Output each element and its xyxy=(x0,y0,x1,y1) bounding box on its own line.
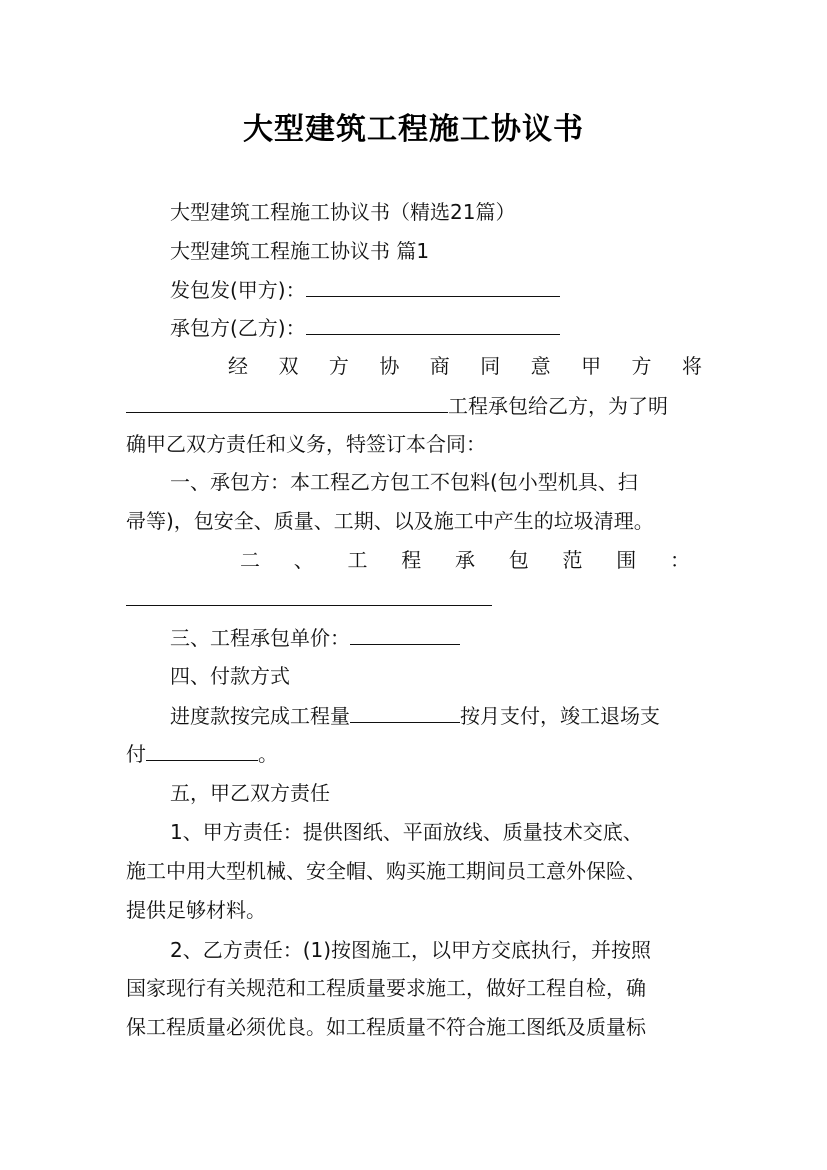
agreement-spaced-line xyxy=(228,352,702,380)
spaced-char: 意 xyxy=(530,354,551,378)
spaced-char: 方 xyxy=(328,354,349,378)
spaced-char: 经 xyxy=(228,354,248,378)
document-title: 大型建筑工程施工协议书 xyxy=(243,112,584,147)
section-heading: 五，甲乙双方责任 xyxy=(170,781,330,805)
spaced-char: ： xyxy=(670,548,690,572)
clause-1-line: 一、承包方：本工程乙方包工不包料(包小型机具、扫 xyxy=(170,470,638,494)
unit-price-line xyxy=(170,624,460,652)
spaced-char: 范 xyxy=(562,548,583,572)
spaced-char: 协 xyxy=(379,354,400,378)
spaced-char: 将 xyxy=(681,354,702,378)
spaced-char: 承 xyxy=(455,548,475,572)
party-b-line xyxy=(170,314,560,342)
payment-cont xyxy=(126,740,278,768)
party-a-line xyxy=(170,276,560,304)
paragraph-line: 提供足够材料。 xyxy=(126,898,266,922)
party-b-blank xyxy=(306,316,560,335)
section-heading: 四、付款方式 xyxy=(170,664,290,688)
party-b-duty-line: 2、乙方责任：(1)按图施工，以甲方交底执行，并按照 xyxy=(170,938,652,962)
payment-text: 。 xyxy=(258,742,278,766)
payment-text: 付 xyxy=(126,742,146,766)
spaced-char: 围 xyxy=(616,548,637,572)
section-heading: 大型建筑工程施工协议书 篇1 xyxy=(170,239,430,263)
completion-blank xyxy=(146,742,258,761)
project-line xyxy=(126,392,668,420)
scope-blank xyxy=(126,605,492,606)
spaced-char: 二 xyxy=(240,548,260,572)
paragraph-line: 确甲乙双方责任和义务，特签订本合同： xyxy=(126,432,486,456)
project-blank xyxy=(126,394,448,413)
party-a-blank xyxy=(306,278,560,297)
party-a-label: 发包发(甲方)： xyxy=(170,278,306,302)
payment-text: 按月支付，竣工退场支 xyxy=(460,704,660,728)
spaced-char: 双 xyxy=(278,354,299,378)
payment-line xyxy=(170,702,660,730)
spaced-char: 同 xyxy=(480,354,501,378)
spaced-char: 、 xyxy=(293,548,314,572)
project-tail: 工程承包给乙方，为了明 xyxy=(448,394,668,418)
spaced-char: 工 xyxy=(347,548,368,572)
payment-text: 进度款按完成工程量 xyxy=(170,704,350,728)
payment-blank xyxy=(350,704,460,723)
subtitle-line: 大型建筑工程施工协议书（精选21篇） xyxy=(170,200,516,224)
paragraph-line: 施工中用大型机械、安全帽、购买施工期间员工意外保险、 xyxy=(126,859,646,883)
unit-price-blank xyxy=(350,626,460,645)
spaced-char: 程 xyxy=(401,548,422,572)
spaced-char: 包 xyxy=(508,548,529,572)
scope-spaced-line xyxy=(240,546,690,574)
spaced-char: 方 xyxy=(631,354,652,378)
paragraph-line: 国家现行有关规范和工程质量要求施工，做好工程自检，确 xyxy=(126,976,646,1000)
unit-price-label: 三、工程承包单价： xyxy=(170,626,350,650)
party-b-label: 承包方(乙方)： xyxy=(170,316,306,340)
clause-1-cont: 帚等)，包安全、质量、工期、以及施工中产生的垃圾清理。 xyxy=(126,509,654,533)
party-a-duty-line: 1、甲方责任：提供图纸、平面放线、质量技术交底、 xyxy=(170,820,643,844)
spaced-char: 甲 xyxy=(581,354,602,378)
spaced-char: 商 xyxy=(429,354,450,378)
paragraph-line: 保工程质量必须优良。如工程质量不符合施工图纸及质量标 xyxy=(126,1015,646,1039)
